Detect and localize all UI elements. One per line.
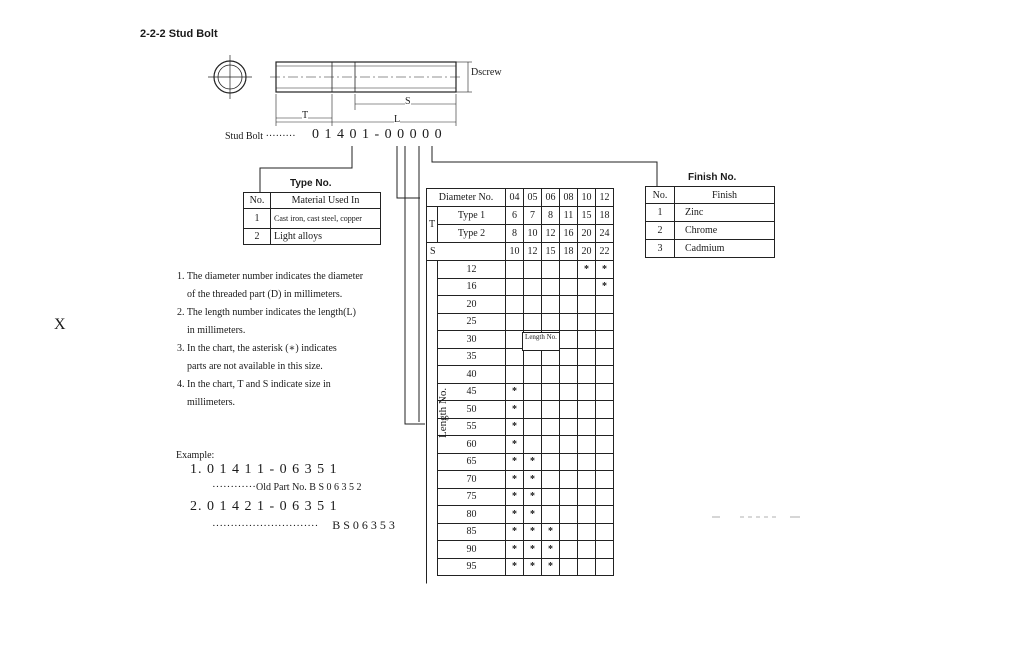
note-line: parts are not available in this size. <box>187 361 323 372</box>
length-value: 30 <box>438 331 506 349</box>
availability-cell <box>506 366 524 384</box>
availability-cell <box>578 558 596 576</box>
availability-cell <box>596 506 614 524</box>
availability-cell <box>560 366 578 384</box>
availability-cell: * <box>524 523 542 541</box>
availability-cell <box>578 348 596 366</box>
example-dots: ····························· <box>212 520 319 532</box>
availability-cell: * <box>524 506 542 524</box>
availability-cell <box>524 401 542 419</box>
type-material: Light alloys <box>271 229 381 245</box>
availability-cell <box>524 313 542 331</box>
availability-cell <box>578 453 596 471</box>
availability-cell <box>560 261 578 279</box>
type-no: 1 <box>244 209 271 229</box>
availability-cell <box>596 558 614 576</box>
availability-cell <box>578 331 596 349</box>
margin-mark: X <box>54 316 66 333</box>
part-code-dots: ········· <box>265 131 296 142</box>
availability-cell: * <box>506 506 524 524</box>
finish-table-title: Finish No. <box>688 172 737 183</box>
finish-no: 3 <box>646 240 675 258</box>
availability-cell <box>524 418 542 436</box>
availability-cell <box>560 331 578 349</box>
availability-cell <box>542 453 560 471</box>
finish-name: Chrome <box>675 222 775 240</box>
finish-no: 1 <box>646 204 675 222</box>
type-table <box>243 192 381 245</box>
availability-cell: * <box>524 541 542 559</box>
availability-cell <box>596 313 614 331</box>
diameter-row <box>427 189 614 207</box>
notes-block <box>177 268 407 412</box>
diameter-cell: 08 <box>560 189 578 207</box>
availability-cell: * <box>506 401 524 419</box>
availability-cell <box>542 506 560 524</box>
finish-no: 2 <box>646 222 675 240</box>
availability-cell <box>560 506 578 524</box>
availability-cell <box>560 488 578 506</box>
availability-cell <box>596 541 614 559</box>
note-line: 1. The diameter number indicates the diameter <box>177 271 364 282</box>
availability-cell: * <box>578 261 596 279</box>
length-axis-label: Length No. <box>437 387 449 438</box>
availability-cell <box>578 541 596 559</box>
availability-cell <box>542 418 560 436</box>
t-value: 18 <box>596 207 614 225</box>
availability-cell <box>542 366 560 384</box>
availability-cell <box>596 296 614 314</box>
length-value: 75 <box>438 488 506 506</box>
availability-cell: * <box>506 541 524 559</box>
s-dimension-label: S <box>405 96 411 107</box>
type1-label: Type 1 <box>438 207 506 225</box>
finish-name: Cadmium <box>675 240 775 258</box>
diameter-cell: 04 <box>506 189 524 207</box>
length-value: 16 <box>438 278 506 296</box>
availability-cell <box>560 348 578 366</box>
t-value: 11 <box>560 207 578 225</box>
availability-cell: * <box>506 523 524 541</box>
t-label: T <box>427 207 438 243</box>
availability-cell <box>578 488 596 506</box>
availability-cell <box>560 278 578 296</box>
section-title: 2-2-2 Stud Bolt <box>140 28 218 40</box>
availability-cell <box>560 541 578 559</box>
availability-cell: * <box>596 278 614 296</box>
finish-name: Zinc <box>675 204 775 222</box>
availability-cell <box>542 401 560 419</box>
diameter-label: Diameter No. <box>427 189 506 207</box>
availability-cell <box>578 313 596 331</box>
length-value: 55 <box>438 418 506 436</box>
s-value: 20 <box>578 243 596 261</box>
availability-cell <box>560 471 578 489</box>
availability-cell <box>524 366 542 384</box>
s-value: 18 <box>560 243 578 261</box>
length-value: 35 <box>438 348 506 366</box>
finish-header-no: No. <box>646 187 675 204</box>
s-label: S <box>427 243 506 261</box>
availability-cell <box>596 401 614 419</box>
table-row <box>244 209 381 229</box>
t-dimension-label: T <box>302 110 309 121</box>
note-line: millimeters. <box>187 397 236 408</box>
availability-cell <box>596 436 614 454</box>
availability-cell <box>506 296 524 314</box>
type1-row <box>427 207 614 225</box>
availability-cell <box>560 523 578 541</box>
t-value: 6 <box>506 207 524 225</box>
length-value: 65 <box>438 453 506 471</box>
availability-cell <box>524 296 542 314</box>
availability-cell <box>506 278 524 296</box>
s-value: 22 <box>596 243 614 261</box>
table-row <box>646 222 775 240</box>
example-line-3: 2. 0 1 4 2 1 - 0 6 3 5 1 <box>190 499 338 514</box>
availability-cell <box>596 453 614 471</box>
note-line: 2. The length number indicates the length(L) <box>177 307 356 318</box>
availability-cell <box>596 471 614 489</box>
availability-cell <box>542 261 560 279</box>
s-row <box>427 243 614 261</box>
availability-cell <box>578 278 596 296</box>
availability-cell <box>560 313 578 331</box>
length-value: 40 <box>438 366 506 384</box>
availability-cell: * <box>542 541 560 559</box>
length-value: 70 <box>438 471 506 489</box>
availability-cell <box>578 471 596 489</box>
s-value: 15 <box>542 243 560 261</box>
example-title: Example: <box>176 450 215 461</box>
availability-cell: * <box>524 558 542 576</box>
availability-cell <box>560 383 578 401</box>
example-dots: ············ <box>212 481 256 493</box>
availability-cell <box>524 436 542 454</box>
availability-cell: * <box>506 471 524 489</box>
availability-cell: * <box>506 488 524 506</box>
length-value: 50 <box>438 401 506 419</box>
length-no-box: Length No. <box>522 332 560 351</box>
t-value: 8 <box>506 225 524 243</box>
availability-cell <box>542 313 560 331</box>
length-value: 90 <box>438 541 506 559</box>
availability-cell <box>578 436 596 454</box>
availability-cell: * <box>506 558 524 576</box>
availability-cell <box>542 278 560 296</box>
finish-table <box>645 186 775 258</box>
availability-cell <box>578 506 596 524</box>
table-row <box>244 229 381 245</box>
availability-cell <box>506 261 524 279</box>
availability-cell <box>596 331 614 349</box>
availability-cell: * <box>524 453 542 471</box>
availability-cell <box>578 401 596 419</box>
availability-cell <box>578 523 596 541</box>
availability-cell <box>596 383 614 401</box>
availability-cell <box>542 296 560 314</box>
type-no: 2 <box>244 229 271 245</box>
note-line: in millimeters. <box>187 325 246 336</box>
note-line: of the threaded part (D) in millimeters. <box>187 289 343 300</box>
t-value: 12 <box>542 225 560 243</box>
diameter-cell: 05 <box>524 189 542 207</box>
availability-cell <box>596 366 614 384</box>
length-value: 12 <box>438 261 506 279</box>
type-header-no: No. <box>244 193 271 209</box>
type-material: Cast iron, cast steel, copper <box>271 209 381 229</box>
availability-cell: * <box>524 471 542 489</box>
availability-cell: * <box>506 436 524 454</box>
length-value: 20 <box>438 296 506 314</box>
dscrew-label: Dscrew <box>471 67 502 78</box>
t-value: 7 <box>524 207 542 225</box>
note-line: 3. In the chart, the asterisk (∗) indicates <box>177 343 337 354</box>
t-value: 16 <box>560 225 578 243</box>
availability-cell: * <box>506 383 524 401</box>
example-line-2 <box>212 481 362 493</box>
availability-cell <box>524 278 542 296</box>
availability-cell <box>596 488 614 506</box>
t-value: 10 <box>524 225 542 243</box>
diameter-cell: 12 <box>596 189 614 207</box>
diameter-cell: 10 <box>578 189 596 207</box>
availability-cell <box>542 383 560 401</box>
availability-cell <box>506 331 524 349</box>
t-value: 8 <box>542 207 560 225</box>
s-value: 10 <box>506 243 524 261</box>
availability-cell <box>560 453 578 471</box>
t-value: 15 <box>578 207 596 225</box>
availability-cell: * <box>596 261 614 279</box>
availability-cell <box>560 401 578 419</box>
length-value: 25 <box>438 313 506 331</box>
availability-cell <box>524 383 542 401</box>
length-value: 80 <box>438 506 506 524</box>
t-value: 24 <box>596 225 614 243</box>
part-code-label: Stud Bolt <box>225 131 264 142</box>
availability-cell <box>578 366 596 384</box>
availability-cell: * <box>542 523 560 541</box>
l-dimension-label: L <box>394 114 401 125</box>
availability-cell <box>578 418 596 436</box>
type2-row <box>427 225 614 243</box>
t-value: 20 <box>578 225 596 243</box>
availability-cell <box>542 436 560 454</box>
length-value: 95 <box>438 558 506 576</box>
availability-cell <box>560 436 578 454</box>
example-old-part: Old Part No. B S 0 6 3 5 2 <box>255 482 362 493</box>
availability-cell <box>506 348 524 366</box>
type2-label: Type 2 <box>438 225 506 243</box>
type-table-title: Type No. <box>290 178 332 189</box>
availability-cell <box>596 348 614 366</box>
availability-cell <box>596 523 614 541</box>
example-part-no: B S 0 6 3 5 3 <box>332 518 395 532</box>
part-code: 0 1 4 0 1 - 0 0 0 0 0 <box>312 127 443 142</box>
availability-cell <box>560 296 578 314</box>
availability-cell <box>560 558 578 576</box>
availability-cell <box>578 383 596 401</box>
finish-header-finish: Finish <box>675 187 775 204</box>
availability-cell <box>542 488 560 506</box>
availability-cell <box>560 418 578 436</box>
s-value: 12 <box>524 243 542 261</box>
availability-cell <box>596 418 614 436</box>
example-line-4 <box>212 518 395 533</box>
diameter-cell: 06 <box>542 189 560 207</box>
availability-cell <box>506 313 524 331</box>
availability-cell: * <box>506 453 524 471</box>
table-row <box>646 204 775 222</box>
availability-cell: * <box>506 418 524 436</box>
length-value: 60 <box>438 436 506 454</box>
availability-cell <box>542 471 560 489</box>
table-row <box>646 240 775 258</box>
note-line: 4. In the chart, T and S indicate size in <box>177 379 331 390</box>
availability-cell <box>578 296 596 314</box>
length-value: 85 <box>438 523 506 541</box>
availability-cell: * <box>542 558 560 576</box>
availability-cell: * <box>524 488 542 506</box>
example-line-1: 1. 0 1 4 1 1 - 0 6 3 5 1 <box>190 462 338 477</box>
length-value: 45 <box>438 383 506 401</box>
availability-cell <box>524 261 542 279</box>
type-header-material: Material Used In <box>271 193 381 209</box>
